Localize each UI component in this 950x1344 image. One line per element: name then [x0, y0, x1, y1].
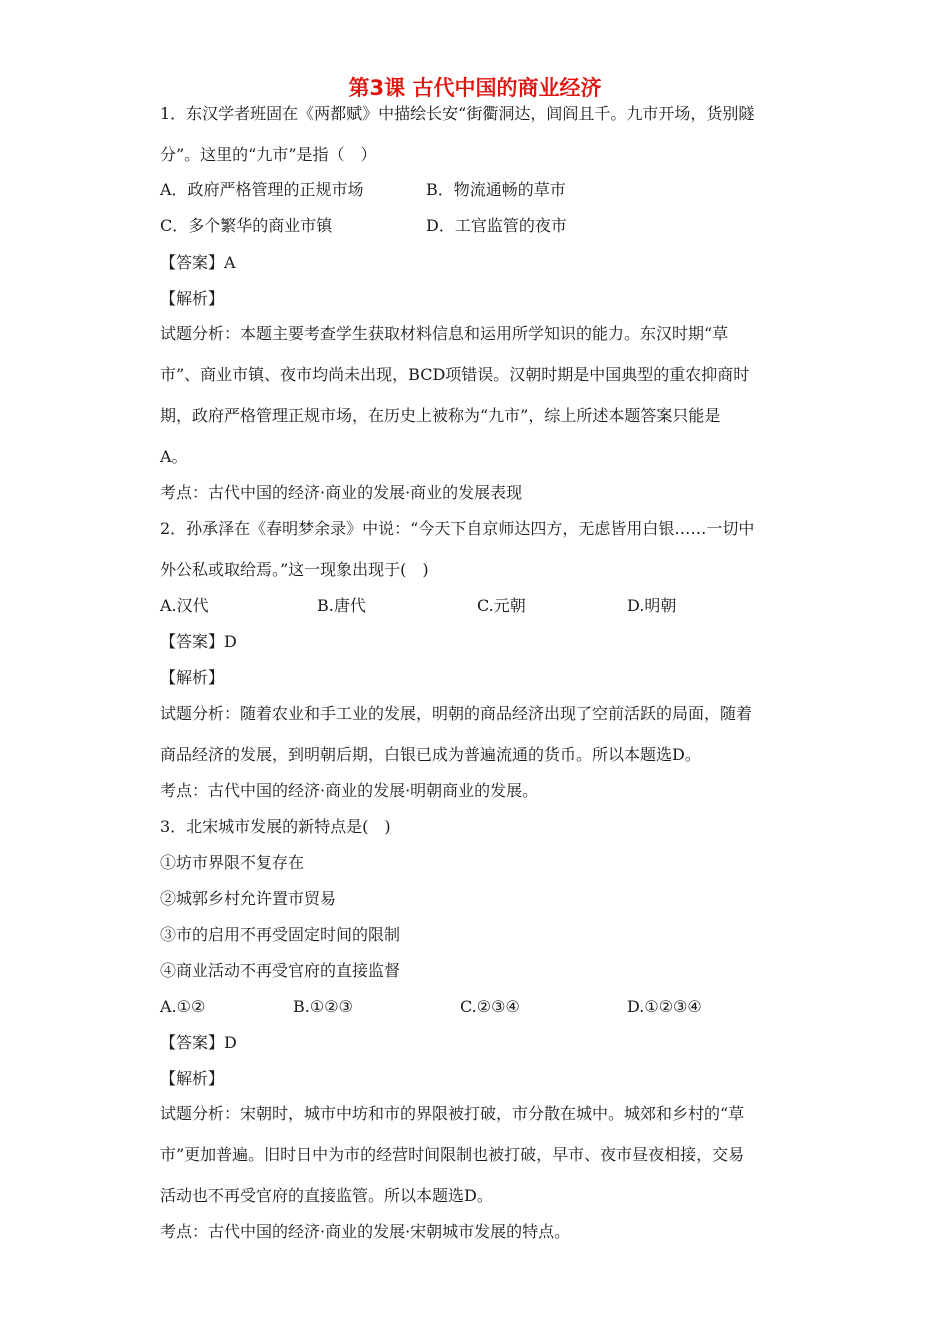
q2-analysis-label: 【解析】 — [160, 668, 225, 687]
q3-analysis-line: 活动也不再受官府的直接监管。所以本题选D。 — [160, 1186, 493, 1205]
q3-analysis-line: 试题分析：宋朝时，城市中坊和市的界限被打破，市分散在城中。城郊和乡村的“草 — [160, 1104, 745, 1123]
q2-analysis-line: 商品经济的发展，到明朝后期，白银已成为普遍流通的货币。所以本题选D。 — [160, 745, 701, 764]
q2-analysis-line: 试题分析：随着农业和手工业的发展，明朝的商品经济出现了空前活跃的局面，随着 — [160, 704, 753, 723]
q1-analysis-line: A。 — [160, 447, 188, 466]
q3-answer: 【答案】D — [160, 1033, 237, 1052]
q3-option-b: B.①②③ — [293, 997, 353, 1016]
q3-option-c: C.②③④ — [460, 997, 520, 1016]
q3-analysis-line: 市”更加普遍。旧时日中为市的经营时间限制也被打破，早市、夜市昼夜相接，交易 — [160, 1145, 745, 1164]
q1-stem-line-1: 1．东汉学者班固在《两都赋》中描绘长安“街衢洞达，闾阎且千。九市开场，货别隧 — [160, 104, 755, 123]
q1-option-b: B．物流通畅的草市 — [426, 180, 566, 199]
q3-knowledge-point: 考点：古代中国的经济·商业的发展·宋朝城市发展的特点。 — [160, 1222, 571, 1241]
q1-stem-line-2: 分”。这里的“九市”是指（ ） — [160, 145, 377, 164]
q3-item-4: ④商业活动不再受官府的直接监督 — [160, 961, 401, 980]
q2-knowledge-point: 考点：古代中国的经济·商业的发展·明朝商业的发展。 — [160, 781, 539, 800]
q1-analysis-line: 试题分析：本题主要考查学生获取材料信息和运用所学知识的能力。东汉时期“草 — [160, 324, 729, 343]
q2-stem-line-1: 2．孙承泽在《春明梦余录》中说：“今天下自京师达四方，无虑皆用白银……一切中 — [160, 519, 755, 538]
q1-analysis-line: 市”、商业市镇、夜市均尚未出现，BCD项错误。汉朝时期是中国典型的重农抑商时 — [160, 365, 750, 384]
q3-item-2: ②城郭乡村允许置市贸易 — [160, 889, 337, 908]
q2-stem-line-2: 外公私或取给焉。”这一现象出现于( ) — [160, 560, 429, 579]
q2-answer: 【答案】D — [160, 632, 237, 651]
q1-answer: 【答案】A — [160, 253, 236, 272]
q1-analysis-line: 期，政府严格管理正规市场，在历史上被称为“九市”，综上所述本题答案只能是 — [160, 406, 721, 425]
q1-knowledge-point: 考点：古代中国的经济·商业的发展·商业的发展表现 — [160, 483, 523, 502]
q3-item-3: ③市的启用不再受固定时间的限制 — [160, 925, 401, 944]
q1-analysis-label: 【解析】 — [160, 289, 225, 308]
q2-option-d: D.明朝 — [627, 596, 677, 615]
q1-option-c: C．多个繁华的商业市镇 — [160, 216, 333, 235]
q3-item-1: ①坊市界限不复存在 — [160, 853, 305, 872]
q3-option-a: A.①② — [160, 997, 206, 1016]
q2-option-a: A.汉代 — [160, 596, 209, 615]
q1-option-d: D．工官监管的夜市 — [426, 216, 567, 235]
page-title: 第3课 古代中国的商业经济 — [348, 76, 602, 100]
q3-analysis-label: 【解析】 — [160, 1069, 225, 1088]
q2-option-c: C.元朝 — [477, 596, 526, 615]
q3-stem: 3．北宋城市发展的新特点是( ) — [160, 817, 391, 836]
q1-option-a: A．政府严格管理的正规市场 — [160, 180, 364, 199]
q3-option-d: D.①②③④ — [627, 997, 702, 1016]
q2-option-b: B.唐代 — [317, 596, 366, 615]
